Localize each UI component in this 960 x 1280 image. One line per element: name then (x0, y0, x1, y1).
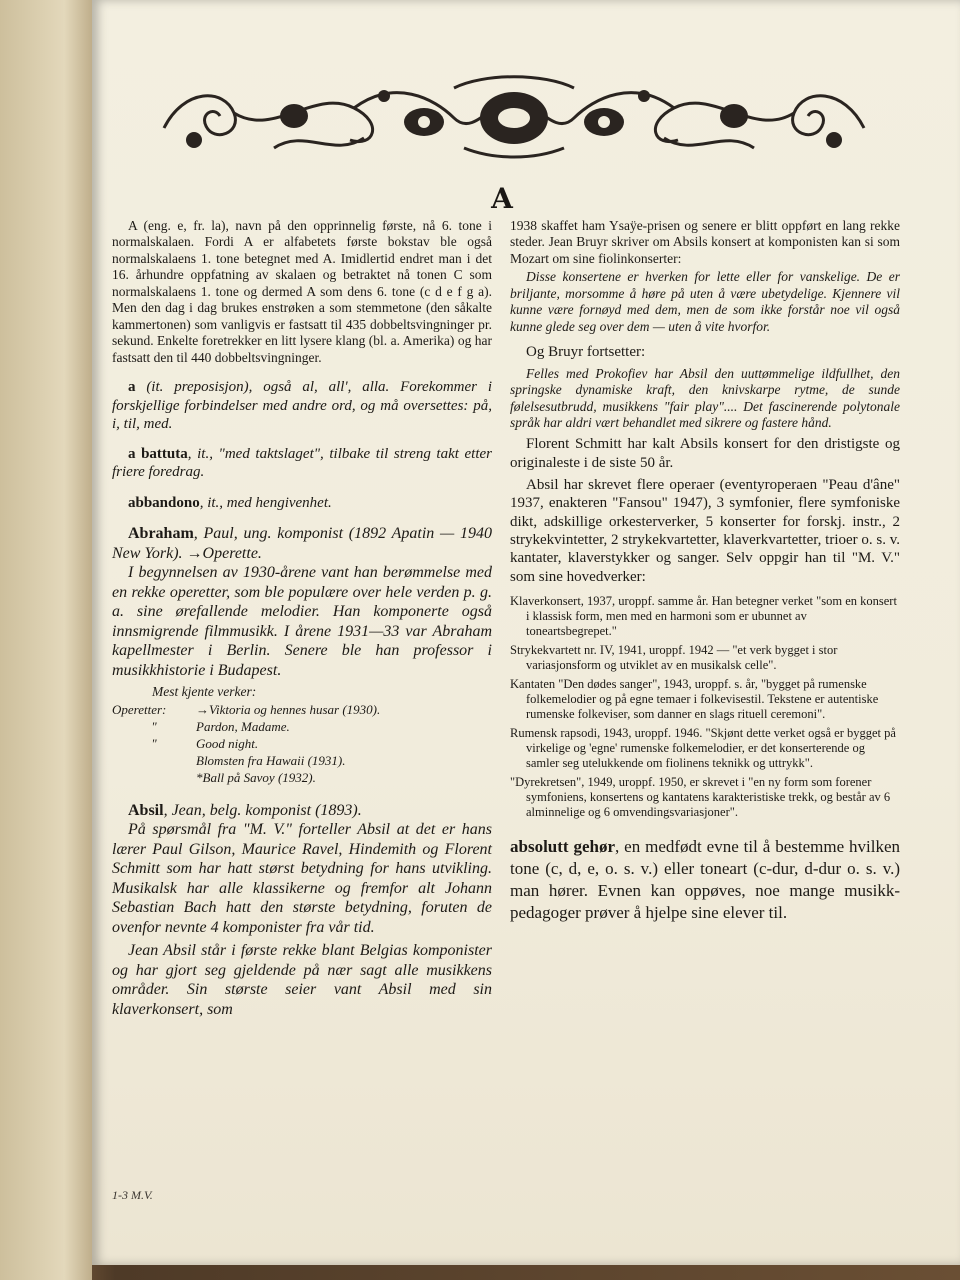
entry-absil-body-1: På spørsmål fra "M. V." forteller Absil at det er hans lærer Paul Gilson, Maurice Ravel, Hindemith og Florent Schmitt som har hatt størst betydning for hans utvikling. Musikalsk har alle klassikerne og fremfor alt Johann Sebastian Bach hatt den største betydning, foruten de ovenfor nevnte 4 komponister fra vår tid. (112, 821, 492, 936)
absil-works-paragraph: Absil har skrevet flere operaer (eventyroperaen "Peau d'âne" 1937, enakteren "Fansou" 1947), 3 symfonier, flere symfoniske dikt, adskillige orkesterverker, 5 konserter for forskj. instr., 2 strykekvintetter, 2 strykekvartetter, klaverkvartetter, trioer o. s. v. kantater, klaverstykker og sanger. Selv oppgir han til "M. V." som sine hovedverker: (510, 477, 900, 585)
works-row: Blomsten fra Hawaii (1931). (196, 752, 346, 768)
list-item: Kantaten "Den dødes sanger", 1943, uroppf. s. år, "bygget på rumenske folkemelodier og på egne temaer i folkevisestil. Tekstene er autentiske rumenske folkeviser, som danner en slags rituell ceremoni". (510, 676, 879, 721)
list-item: Klaverkonsert, 1937, uroppf. samme år. Han betegner verket "som en konsert i klassisk form, men med en harmoni som er ubunnet av toneartsbegrepet." (510, 593, 897, 638)
schmitt-quote: Florent Schmitt har kalt Absils konsert for den dristigste og originaleste i de siste 50 år. (510, 436, 900, 471)
headword: Absil (128, 801, 164, 819)
entry-text: , it., "med taktslaget", tilbake til streng takt etter friere foredrag. (112, 446, 492, 481)
bruyr-quote-2: Felles med Prokofiev har Absil den uuttømmelige ildfullhet, den springske dynamiske kraft, den knivskarpe rytme, de sunde følelsesutbrudd, musikkens "fair play".... Det fascinerende polytonale språk har aldri vært behandlet med sikrere og fastere hånd. (510, 365, 900, 430)
entry-a-battuta (112, 445, 492, 482)
list-item: "Dyrekretsen", 1949, uroppf. 1950, er skrevet i "en ny form som forener symfoniens, konsertens og kantatens karakteristiske trekk, og består av 6 alminnelige og 6 omvendingsvariasjoner". (510, 774, 891, 819)
bruyr-continues: Og Bruyr fortsetter: (526, 344, 646, 361)
headword: Abraham (128, 525, 194, 542)
entry-a-preposition (112, 378, 492, 433)
bruyr-quote-1: Disse konsertene er hverken for lette eller for vanskelige. De er briljante, morsomme å høre på uten å være ubetydelige. Kjennere vil kunne være fornøyd med dem, men de som ikke forstår noe vil også kunne glede seg over dem — uten å vite hvorfor. (510, 269, 900, 334)
works-row: Operetter: →Viktoria og hennes husar (1930). (112, 702, 381, 718)
right-column (510, 218, 900, 936)
headword: abbandono (128, 494, 200, 511)
works-list (112, 702, 492, 786)
works-heading: Mest kjente verker: (152, 684, 257, 700)
headword: absolutt gehør (510, 836, 616, 856)
section-letter: A (491, 182, 513, 215)
entry-absolutt-gehor (510, 836, 900, 924)
works-row: " Good night. (151, 735, 259, 751)
entry-abbandono (112, 494, 492, 512)
list-item: Rumensk rapsodi, 1943, uroppf. 1946. "Skjønt dette verket også er bygget på virkelige og 'egne' rumenske folkemelodier, er det konserterende og samler seg utelukkende om fiolinens teknikk og uttrykk". (510, 725, 896, 770)
page-folio: 1-3 M.V. (112, 1188, 153, 1202)
works-row: " Pardon, Madame. (151, 719, 290, 735)
previous-page-edge (0, 0, 92, 1280)
left-column (112, 218, 492, 1031)
headword: a (128, 379, 136, 396)
entry-abraham (112, 524, 492, 563)
entry-a: A (eng. e, fr. la), navn på den opprinnelig første, nå 6. tone i normalskalaen. Fordi A er alfabetets første bokstav ble også normalskalaens 1. tone betegnet med A. Imidlertid endret man i det 16. århundre oppfatning av skalaen og betraktet nå tonen C som normalskalaens 1. tone og dermed A som dens 6. tone (c d e f g a). Men den dag i dag brukes enstrøken a som stemmetone (den såkalte kammertonen) som vanligvis er fastsatt til 435 dobbeltsvingninger pr. sekund. Enkelte foretrekker en litt lysere klang (bl. a. Amerika) og har fastsatt den til 440 dobbeltsvingninger. (112, 218, 492, 365)
entry-absil (112, 801, 492, 821)
ornamental-scroll-border-icon (154, 68, 874, 164)
entry-text: , Paul, ung. komponist (1892 Apatin — 1940 New York). →Operette. (112, 525, 492, 562)
entry-absil-body-2: Jean Absil står i første rekke blant Belgias komponister og har gjort seg gjeldende på nær sagt alle musikkens områder. Sin største seier vant Absil med sin klaverkonsert, som (112, 942, 492, 1018)
headword: a battuta (128, 446, 188, 463)
absil-continued: 1938 skaffet ham Ysaÿe-prisen og senere er blitt oppført en lang rekke steder. Jean Bruyr skriver om Absils konsert at komponisten kan si som Mozart om sine fiolinkonserter: (510, 218, 900, 266)
entry-text: , it., med hengivenhet. (199, 494, 332, 511)
book-page (92, 0, 960, 1265)
entry-abraham-body: I begynnelsen av 1930-årene vant han berømmelse med en rekke operetter, som ble populære over hele verden p. g. a. sine ørefallende melodier. Han komponerte også innsmigrende filmmusikk. I årene 1931—33 var Abraham kapellmester i Berlin. Senere ble han professor i musikkhistorie i Budapest. (112, 564, 492, 679)
list-item: Strykekvartett nr. IV, 1941, uroppf. 1942 — "et verk bygget i stor variasjonsform og utviklet av en musikalsk celle". (510, 642, 838, 672)
absil-main-works (510, 594, 900, 820)
entry-text: (it. preposisjon), også al, all', alla. Forekommer i forskjellige forbindelser med andre ord, og må oversettes: på, i, til, med. (112, 379, 492, 432)
entry-text: , en medfødt evne til å bestemme hvilken tone (c, d, e, o. s. v.) eller toneart (c-dur, d-dur o. s. v.) man hører. Evnen kan oppøves, noe mange musikk-pedagoger prøver å hjelpe sine elever til. (510, 836, 901, 923)
works-row: *Ball på Savoy (1932). (196, 769, 316, 785)
entry-text: , Jean, belg. komponist (1893). (163, 801, 362, 819)
